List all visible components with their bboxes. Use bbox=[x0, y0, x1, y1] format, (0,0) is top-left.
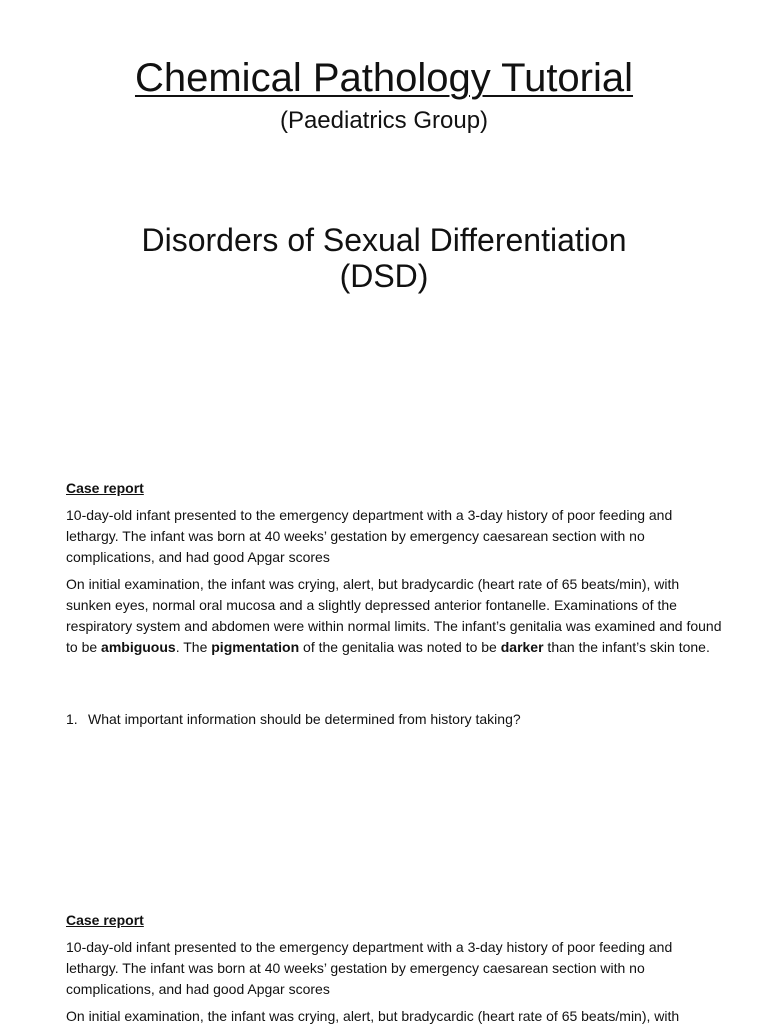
case-report-heading-2: Case report bbox=[66, 912, 144, 928]
case-report-heading: Case report bbox=[66, 480, 144, 496]
case-report-paragraph-1: 10-day-old infant presented to the emergency department with a 3-day history of poor feeding and lethargy. The infant was born at 40 weeks’ gestation by emergency caesarean section with no complications, and had good Apgar scores bbox=[66, 507, 673, 565]
case-report-text: than the infant’s skin tone. bbox=[543, 639, 710, 655]
topic-line-2: (DSD) bbox=[339, 258, 429, 294]
emphasis-ambiguous: ambiguous bbox=[101, 639, 176, 655]
topic-line-1: Disorders of Sexual Differentiation bbox=[141, 222, 627, 258]
case-report-section-2 bbox=[66, 910, 722, 1024]
case-report-2-paragraph-2: On initial examination, the infant was crying, alert, but bradycardic (heart rate of 65 beats/min), with bbox=[66, 1008, 680, 1024]
case-report-2-paragraph-1: 10-day-old infant presented to the emergency department with a 3-day history of poor feeding and lethargy. The infant was born at 40 weeks’ gestation by emergency caesarean section with no complications, and had good Apgar scores bbox=[66, 939, 673, 997]
question-text: What important information should be determined from history taking? bbox=[88, 711, 521, 727]
case-report-section bbox=[66, 478, 722, 664]
case-report-text: . The bbox=[175, 639, 212, 655]
question-number: 1. bbox=[66, 711, 78, 727]
case-report-text: of the genitalia was noted to be bbox=[299, 639, 501, 655]
case-report-text: On initial examination, the infant was crying, alert, but bradycardic (heart rate of 65 beats/min), with sunken eyes, normal oral mucosa and a slightly depressed anterior fontanelle. Examinations of the respiratory system and abdomen were within normal limits. The infant’s genitalia was examined and found to be bbox=[66, 576, 722, 655]
emphasis-darker: darker bbox=[500, 639, 544, 655]
question-1 bbox=[66, 709, 722, 730]
page-title-text: Chemical Pathology Tutorial bbox=[134, 56, 634, 100]
page-title bbox=[0, 54, 768, 102]
case-report-paragraph-2 bbox=[66, 574, 722, 658]
page-subtitle: (Paediatrics Group) bbox=[279, 107, 489, 134]
emphasis-pigmentation: pigmentation bbox=[211, 639, 300, 655]
topic-heading bbox=[0, 222, 768, 294]
